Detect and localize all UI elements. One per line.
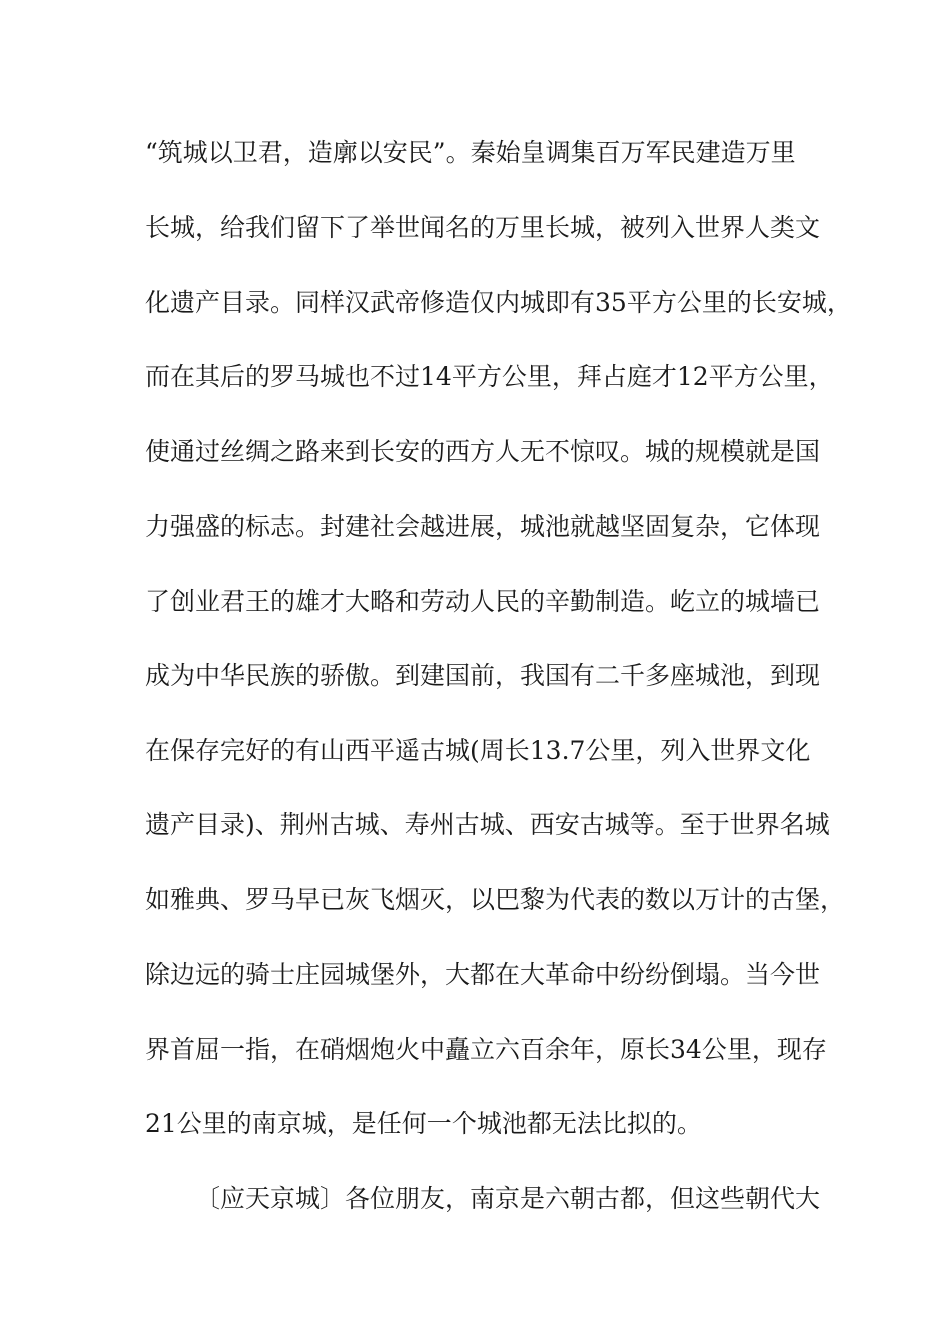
text-line-11: 如雅典、罗马早已灰飞烟灭，以巴黎为代表的数以万计的古堡， [145, 885, 846, 914]
text-line-1: “筑城以卫君，造廓以安民”。秦始皇调集百万军民建造万里 [145, 138, 796, 167]
text-line-7: 了创业君王的雄才大略和劳动人民的辛勤制造。屹立的城墙已 [145, 587, 821, 616]
text-line-8: 成为中华民族的骄傲。到建国前，我国有二千多座城池，到现 [145, 661, 821, 690]
text-line-9: 在保存完好的有山西平遥古城(周长13.7公里，列入世界文化 [145, 736, 811, 765]
text-line-13: 界首屈一指，在硝烟炮火中矗立六百余年，原长34公里，现存 [145, 1035, 827, 1064]
text-line-6: 力强盛的标志。封建社会越进展，城池就越坚固复杂，它体现 [145, 512, 821, 541]
text-line-10: 遗产目录)、荆州古城、寿州古城、西安古城等。至于世界名城 [145, 810, 830, 839]
text-line-14: 21公里的南京城，是任何一个城池都无法比拟的。 [145, 1109, 702, 1138]
text-line-5: 使通过丝绸之路来到长安的西方人无不惊叹。城的规模就是国 [145, 437, 821, 466]
text-line-2: 长城，给我们留下了举世闻名的万里长城，被列入世界人类文 [145, 213, 821, 242]
text-line-15: 〔应天京城〕各位朋友，南京是六朝古都，但这些朝代大 [195, 1184, 821, 1213]
text-line-4: 而在其后的罗马城也不过14平方公里，拜占庭才12平方公里， [145, 362, 834, 391]
text-line-3: 化遗产目录。同样汉武帝修造仅内城即有35平方公里的长安城， [145, 288, 852, 317]
text-line-12: 除边远的骑士庄园城堡外，大都在大革命中纷纷倒塌。当今世 [145, 960, 821, 989]
